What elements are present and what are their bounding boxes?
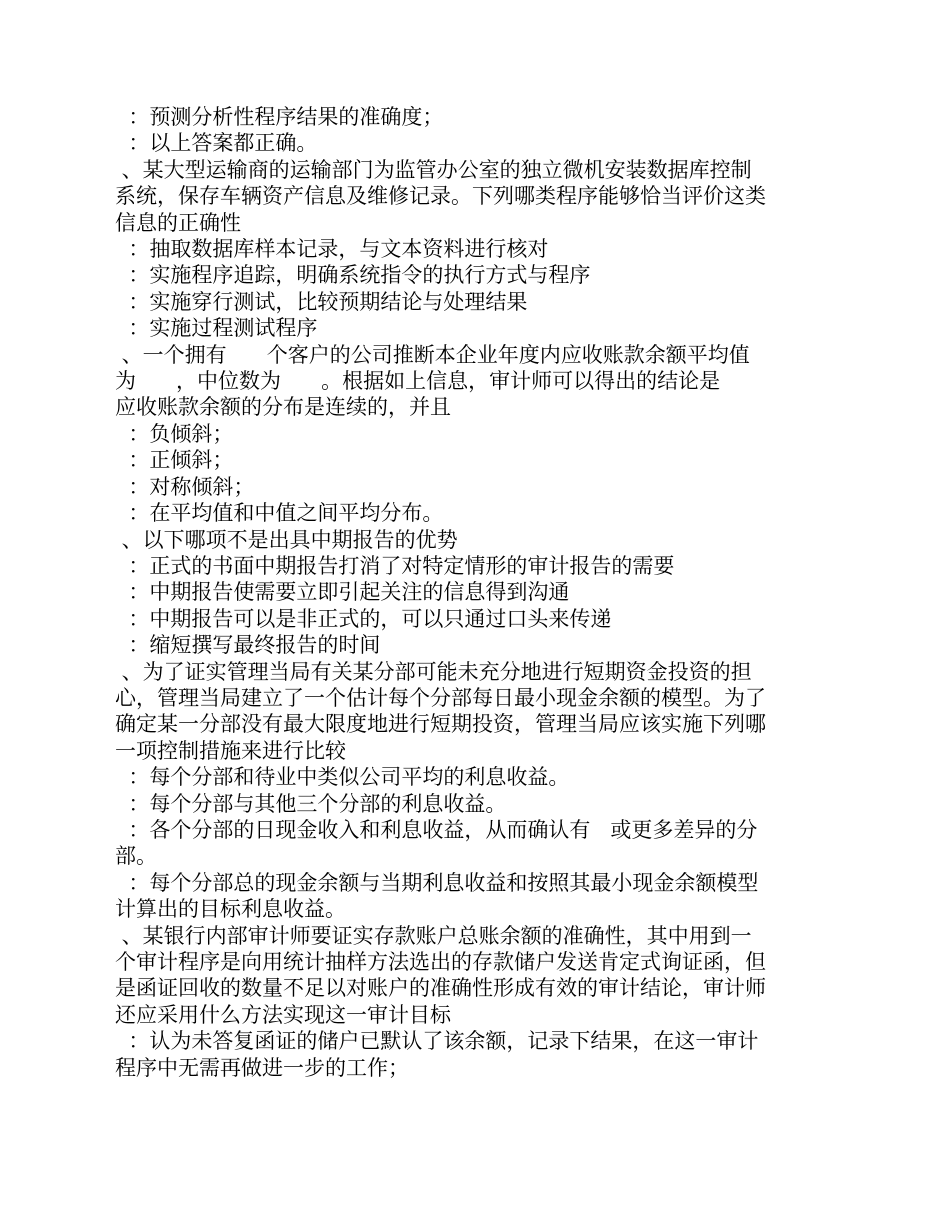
text-line: ：实施穿行测试，比较预期结论与处理结果 (115, 289, 528, 314)
text-line: ：抽取数据库样本记录，与文本资料进行核对 (115, 237, 549, 262)
text-line: 、为了证实管理当局有关某分部可能未充分地进行短期资金投资的担 (115, 659, 752, 684)
text-line: ：预测分析性程序结果的准确度； (115, 105, 444, 129)
text-line: ：各个分部的日现金收入和利息收益，从而确认有 或更多差异的分 (115, 817, 758, 842)
text-line: 程序中无需再做进一步的工作； (115, 1055, 409, 1080)
text-line: 系统，保存车辆资产信息及维修记录。下列哪类程序能够恰当评价这类 (115, 184, 766, 209)
text-line: ：每个分部和待业中类似公司平均的利息收益。 (115, 765, 570, 790)
text-line: 部。 (115, 844, 157, 869)
text-line: 应收账款余额的分布是连续的，并且 (115, 395, 451, 420)
text-line: 为 ，中位数为 。根据如上信息，审计师可以得出的结论是 (115, 369, 721, 394)
text-line: ：正倾斜； (115, 448, 234, 473)
text-line: ：中期报告可以是非正式的，可以只通过口头来传递 (115, 606, 612, 631)
text-line: 是函证回收的数量不足以对账户的准确性形成有效的审计结论，审计师 (115, 976, 766, 1001)
text-line: ：实施过程测试程序 (115, 316, 318, 341)
text-line: ：实施程序追踪，明确系统指令的执行方式与程序 (115, 263, 591, 288)
text-line: ：缩短撰写最终报告的时间 (115, 633, 381, 658)
text-line: ：中期报告使需要立即引起关注的信息得到沟通 (115, 580, 570, 605)
text-line: 确定某一分部没有最大限度地进行短期投资，管理当局应该实施下列哪 (115, 712, 766, 737)
text-line: ：以上答案都正确。 (115, 131, 318, 156)
text-line: 、某银行内部审计师要证实存款账户总账余额的准确性，其中用到一 (115, 923, 752, 948)
text-line: 、某大型运输商的运输部门为监管办公室的独立微机安装数据库控制 (115, 157, 752, 182)
text-line: 、一个拥有 个客户的公司推断本企业年度内应收账款余额平均值 (115, 342, 750, 367)
text-line: 一项控制措施来进行比较 (115, 738, 346, 763)
text-line: 个审计程序是向用统计抽样方法选出的存款储户发送肯定式询证函，但 (115, 950, 766, 974)
text-line: ：认为未答复函证的储户已默认了该余额，记录下结果，在这一审计 (115, 1029, 759, 1054)
document-body (115, 104, 845, 1081)
text-line: ：在平均值和中值之间平均分布。 (115, 501, 444, 526)
text-line: ：正式的书面中期报告打消了对特定情形的审计报告的需要 (115, 553, 675, 578)
text-line: 心，管理当局建立了一个估计每个分部每日最小现金余额的模型。为了 (115, 685, 766, 710)
text-line: ：每个分部与其他三个分部的利息收益。 (115, 791, 507, 816)
text-line: 还应采用什么方法实现这一审计目标 (115, 1002, 451, 1027)
text-line: ：每个分部总的现金余额与当期利息收益和按照其最小现金余额模型 (115, 870, 759, 895)
text-line: ：对称倾斜； (115, 474, 255, 499)
text-line: 信息的正确性 (115, 210, 241, 235)
text-line: ：负倾斜； (115, 421, 234, 446)
text-line: 、以下哪项不是出具中期报告的优势 (115, 527, 458, 552)
text-line: 计算出的目标利息收益。 (115, 897, 346, 922)
